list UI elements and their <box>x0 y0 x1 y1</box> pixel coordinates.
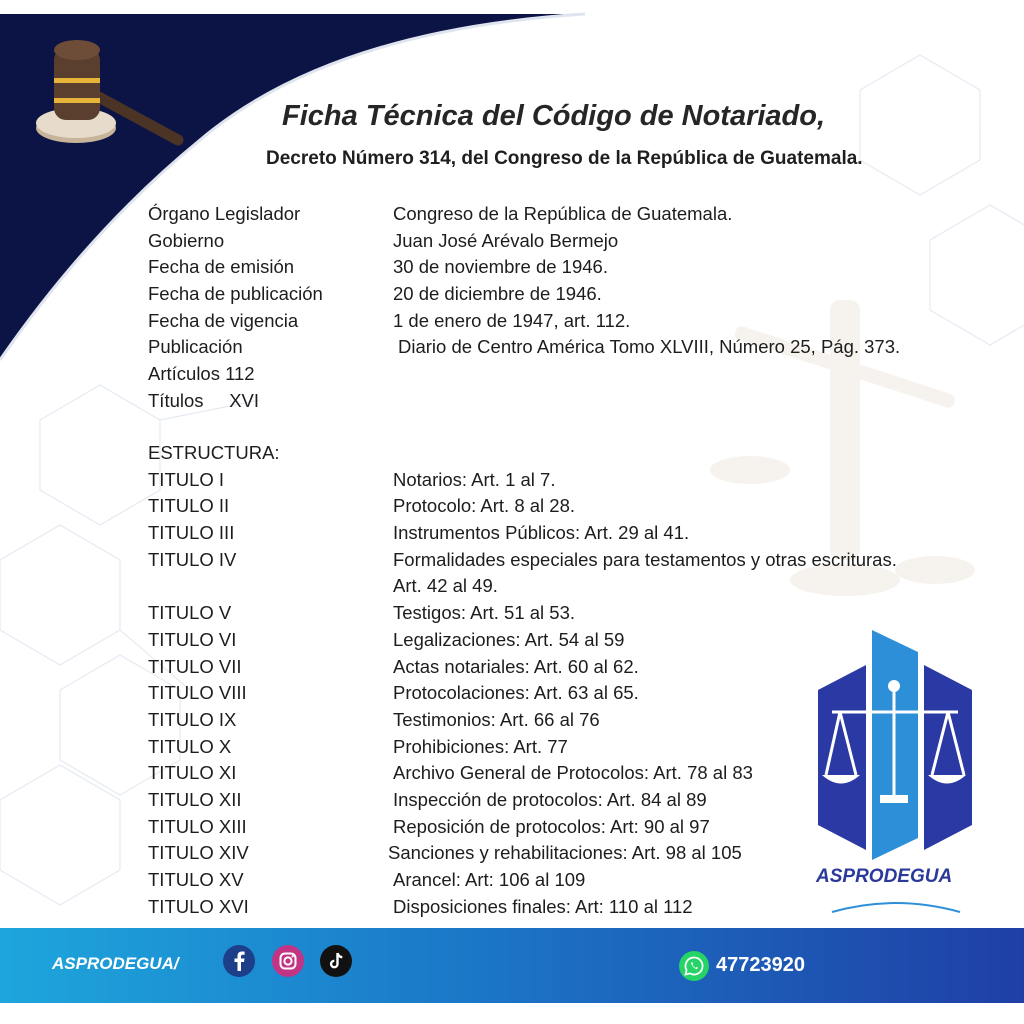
phone-number[interactable]: 47723920 <box>716 954 805 976</box>
title-label: TITULO I <box>148 468 225 490</box>
info-label: Artículos 112 <box>148 363 255 385</box>
title-value: Disposiciones finales: Art: 110 al 112 <box>393 895 693 917</box>
title-label: TITULO VI <box>148 628 237 650</box>
info-row <box>148 230 968 257</box>
info-value: Congreso de la República de Guatemala. <box>393 203 733 224</box>
info-value: Diario de Centro América Tomo XLVIII, Número 25, Pág. 373. <box>398 336 901 358</box>
structure-heading: ESTRUCTURA: <box>148 442 280 463</box>
title-row <box>148 602 968 629</box>
title-label: TITULO III <box>148 522 235 544</box>
title-label: TITULO IV <box>148 548 237 570</box>
info-label: Títulos XVI <box>148 389 260 411</box>
title-value: Art. 42 al 49. <box>393 575 498 597</box>
title-row <box>148 656 968 683</box>
info-value: 20 de diciembre de 1946. <box>393 283 602 305</box>
title-value: Protocolo: Art. 8 al 28. <box>393 495 576 517</box>
title-value: Archivo General de Protocolos: Art. 78 al 83 <box>393 762 753 784</box>
info-value: Juan José Arévalo Bermejo <box>393 229 619 251</box>
page-title: Ficha Técnica del Código de Notariado, <box>282 100 826 132</box>
title-label: TITULO XII <box>148 788 242 810</box>
title-label: TITULO XIII <box>148 815 247 837</box>
title-value: Sanciones y rehabilitaciones: Art. 98 al 105 <box>388 842 742 864</box>
info-label: Fecha de publicación <box>148 283 323 305</box>
title-row <box>148 575 968 602</box>
tiktok-icon[interactable] <box>320 945 352 977</box>
info-label: Publicación <box>148 336 243 358</box>
title-value: Arancel: Art: 106 al 109 <box>393 869 586 890</box>
info-value: 30 de noviembre de 1946. <box>393 256 608 278</box>
title-row <box>148 629 968 656</box>
title-value: Testigos: Art. 51 al 53. <box>393 602 576 624</box>
title-value: Notarios: Art. 1 al 7. <box>393 468 556 490</box>
title-row <box>148 842 968 869</box>
info-label: Órgano Legislador <box>148 203 301 224</box>
title-row <box>148 762 968 789</box>
title-value: Instrumentos Públicos: Art. 29 al 41. <box>393 522 690 544</box>
footer-bar <box>0 928 1024 1003</box>
info-value: 1 de enero de 1947, art. 112. <box>393 309 631 331</box>
info-row <box>148 310 968 337</box>
title-row <box>148 789 968 816</box>
page-subtitle: Decreto Número 314, del Congreso de la República de Guatemala. <box>266 148 863 169</box>
title-value: Inspección de protocolos: Art. 84 al 89 <box>393 788 707 810</box>
facebook-icon[interactable] <box>223 945 255 977</box>
title-row <box>148 709 968 736</box>
title-row <box>148 495 968 522</box>
info-row <box>148 283 968 310</box>
whatsapp-icon[interactable] <box>678 950 710 982</box>
title-row <box>148 736 968 763</box>
structure-list <box>148 442 968 922</box>
title-value: Reposición de protocolos: Art: 90 al 97 <box>393 815 710 837</box>
title-label: TITULO XV <box>148 869 244 890</box>
title-value: Legalizaciones: Art. 54 al 59 <box>393 628 625 650</box>
logo-name: ASPRODEGUA <box>816 866 953 887</box>
footer-brand[interactable]: ASPRODEGUA/ <box>52 954 179 973</box>
title-row <box>148 816 968 843</box>
info-row <box>148 363 968 390</box>
info-label: Fecha de vigencia <box>148 309 299 331</box>
title-value: Actas notariales: Art. 60 al 62. <box>393 655 639 677</box>
title-value: Protocolaciones: Art. 63 al 65. <box>393 682 639 704</box>
title-label: TITULO XI <box>148 762 237 784</box>
title-row <box>148 896 968 923</box>
title-label: TITULO VII <box>148 655 242 677</box>
title-value: Prohibiciones: Art. 77 <box>393 735 568 757</box>
title-label: TITULO VIII <box>148 682 247 704</box>
info-label: Fecha de emisión <box>148 256 295 278</box>
title-label: TITULO IX <box>148 708 237 730</box>
title-row <box>148 549 968 576</box>
title-value: Formalidades especiales para testamentos y otras escrituras. <box>393 548 897 570</box>
title-label: TITULO XIV <box>148 842 249 864</box>
title-label: TITULO XVI <box>148 895 249 917</box>
title-value: Testimonios: Art. 66 al 76 <box>393 708 600 730</box>
info-list <box>148 203 968 417</box>
title-label: TITULO X <box>148 735 232 757</box>
title-label: TITULO II <box>148 495 230 517</box>
info-row <box>148 390 968 417</box>
title-row <box>148 682 968 709</box>
info-row <box>148 203 968 230</box>
info-row <box>148 336 968 363</box>
title-row <box>148 469 968 496</box>
info-row <box>148 256 968 283</box>
info-label: Gobierno <box>148 229 225 251</box>
instagram-icon[interactable] <box>272 945 304 977</box>
title-label: TITULO V <box>148 602 232 624</box>
title-row <box>148 522 968 549</box>
